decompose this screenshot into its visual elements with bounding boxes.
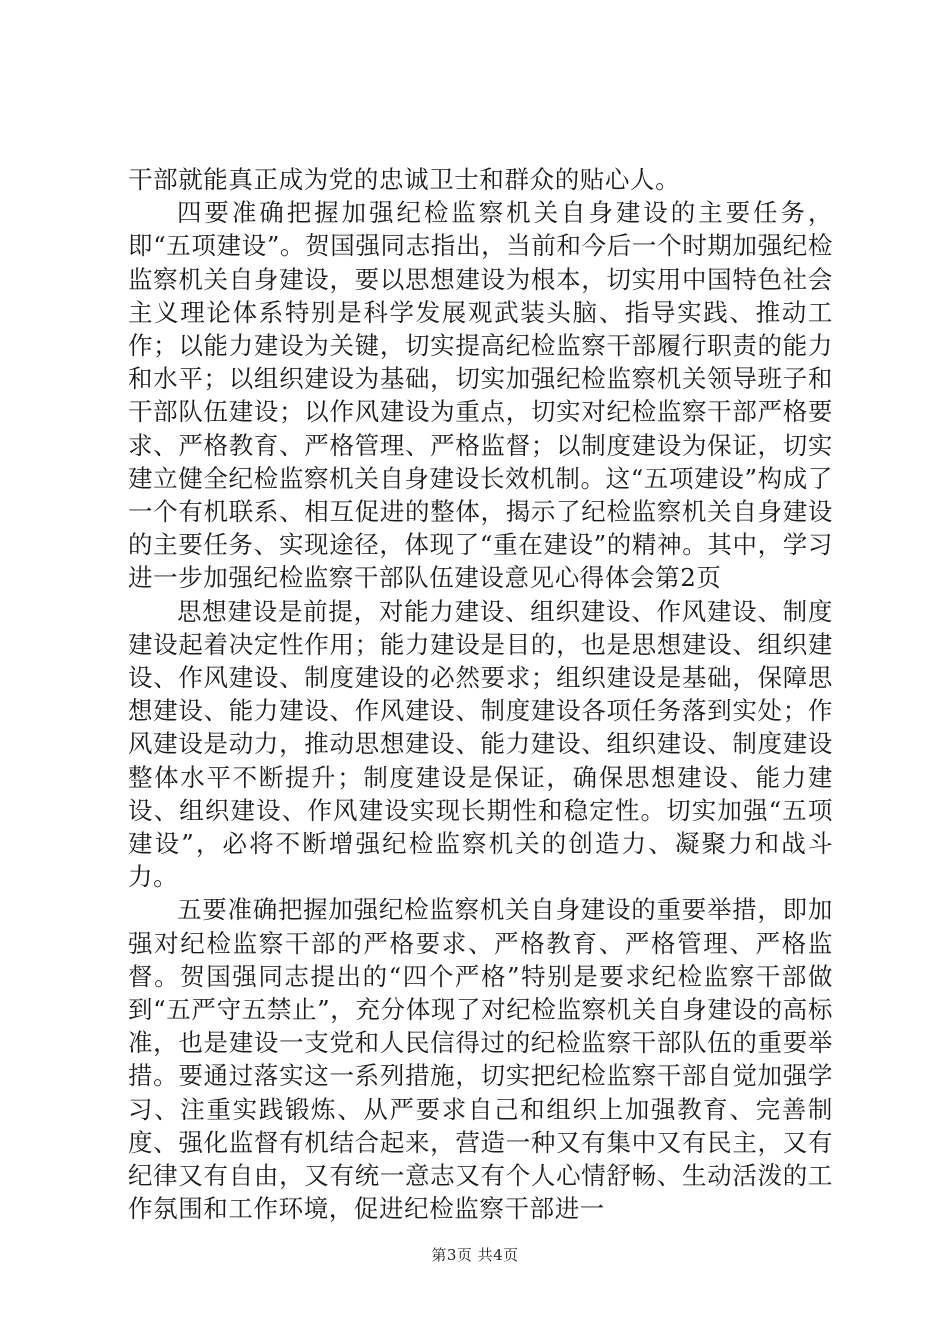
paragraph-4: 五要准确把握加强纪检监察机关自身建设的重要举措，即加强对纪检监察干部的严格要求、严格教育、严格管理、严格监督。贺国强同志提出的“四个严格”特别是要求纪检监察干部做到“五严守五禁止”，充分体现了对纪检监察机关自身建设的高标准，也是建设一支党和人民信得过的纪检监察干部队伍的重要举措。要通过落实这一系列措施，切实把纪检监察干部自觉加强学习、注重实践锻炼、从严要求自己和组织上加强教育、完善制度、强化监督有机结合起来，营造一种又有集中又有民主，又有纪律又有自由，又有统一意志又有个人心情舒畅、生动活泼的工作氛围和工作环境，促进纪检监察干部进一 (128, 895, 833, 1224)
paragraph-1: 干部就能真正成为党的忠诚卫士和群众的贴心人。 (128, 165, 681, 194)
paragraph-3: 思想建设是前提，对能力建设、组织建设、作风建设、制度建设起着决定性作用；能力建设是目的，也是思想建设、组织建设、作风建设、制度建设的必然要求；组织建设是基础，保障思想建设、能力建设、作风建设、制度建设各项任务落到实处；作风建设是动力，推动思想建设、能力建设、组织建设、制度建设整体水平不断提升；制度建设是保证，确保思想建设、能力建设、组织建设、作风建设实现长期性和稳定性。切实加强“五项建设”，必将不断增强纪检监察机关的创造力、凝聚力和战斗力。 (128, 596, 833, 892)
paragraph-2: 四要准确把握加强纪检监察机关自身建设的主要任务，即“五项建设”。贺国强同志指出，当前和今后一个时期加强纪检监察机关自身建设，要以思想建设为根本，切实用中国特色社会主义理论体系特别是科学发展观武装头脑、指导实践、推动工作；以能力建设为关键，切实提高纪检监察干部履行职责的能力和水平；以组织建设为基础，切实加强纪检监察机关领导班子和干部队伍建设；以作风建设为重点，切实对纪检监察干部严格要求、严格教育、严格管理、严格监督；以制度建设为保证，切实建立健全纪检监察机关自身建设长效机制。这“五项建设”构成了一个有机联系、相互促进的整体，揭示了纪检监察机关自身建设的主要任务、实现途径，体现了“重在建设”的精神。其中，学习进一步加强纪检监察干部队伍建设意见心得体会第2页 (128, 198, 833, 593)
page-number-footer: 第3页 共4页 (431, 1246, 519, 1264)
document-body (128, 163, 833, 1226)
